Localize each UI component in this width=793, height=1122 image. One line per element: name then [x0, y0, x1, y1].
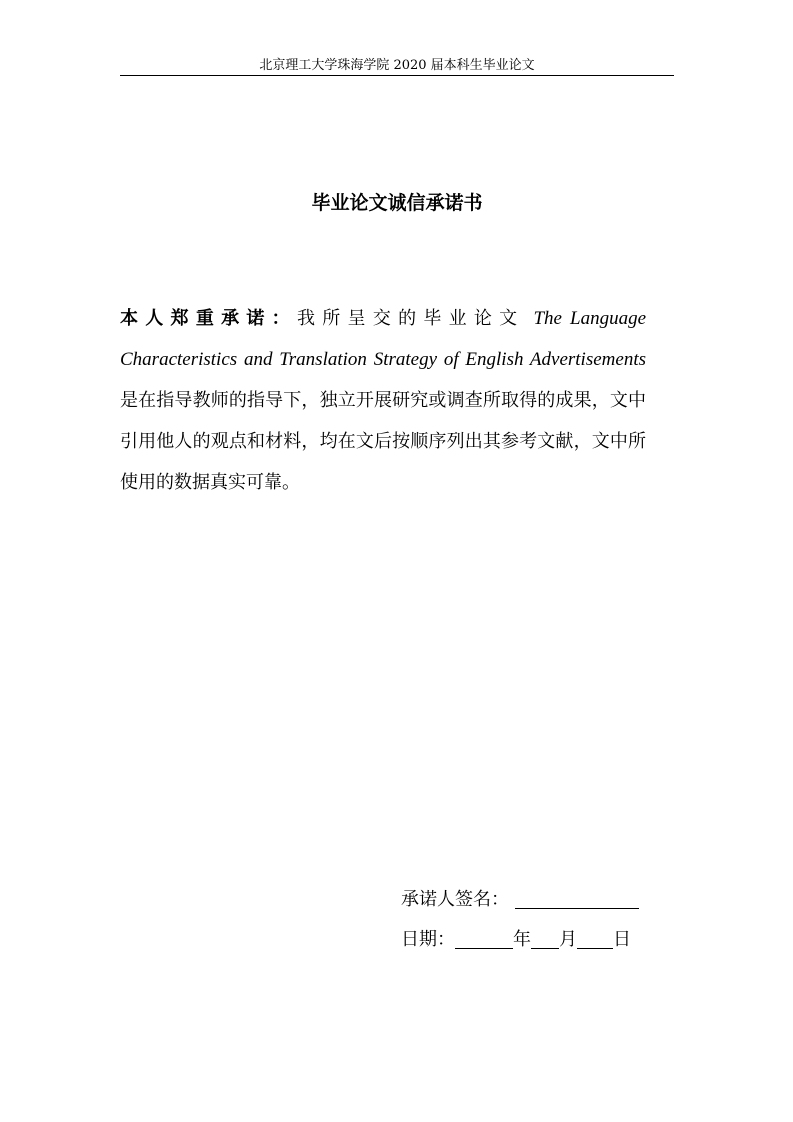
signer-label: 承诺人签名：: [401, 889, 509, 910]
day-blank[interactable]: [577, 924, 613, 949]
header-divider: [120, 75, 674, 76]
signature-blank[interactable]: [515, 884, 639, 909]
month-label: 月: [559, 929, 577, 950]
date-label: 日期：: [401, 929, 455, 950]
pledge-prefix: 我所呈交的毕业论文: [296, 308, 525, 329]
page-header: 北京理工大学珠海学院 2020 届本科生毕业论文: [259, 58, 535, 73]
year-blank[interactable]: [455, 924, 513, 949]
signer-row: [401, 880, 639, 920]
date-row: [401, 920, 639, 960]
document-title: 毕业论文诚信承诺书: [311, 192, 483, 214]
pledge-statement: [120, 298, 646, 503]
signature-block: [401, 880, 639, 960]
pledge-suffix: 是在指导教师的指导下，独立开展研究或调查所取得的成果，文中引用他人的观点和材料，均在文后按顺序列出其参考文献，文中所使用的数据真实可靠。: [120, 390, 646, 493]
month-blank[interactable]: [531, 924, 559, 949]
year-label: 年: [513, 929, 531, 950]
pledge-lead: 本人郑重承诺：: [120, 308, 297, 329]
day-label: 日: [613, 929, 631, 950]
thesis-title: The Language Characteristics and Translation Strategy of English Advertisements: [120, 308, 647, 370]
